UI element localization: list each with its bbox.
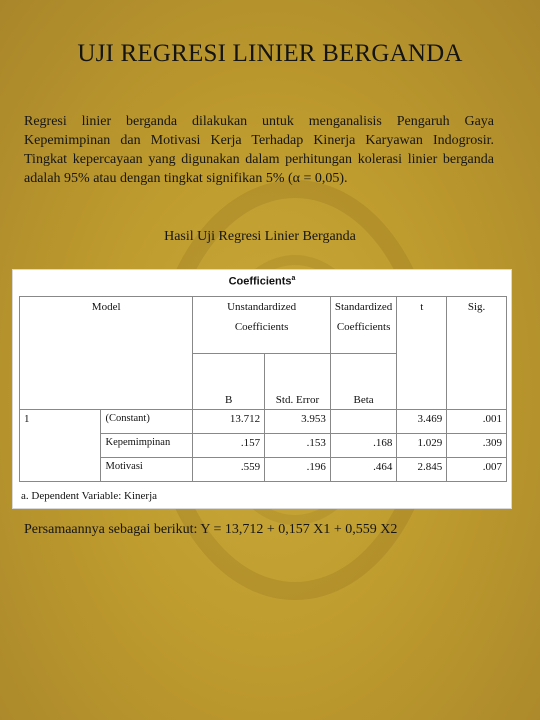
cell-std-error: 3.953: [265, 410, 331, 434]
header-b: B: [193, 354, 265, 410]
cell-t: 1.029: [397, 434, 447, 458]
cell-beta: .464: [330, 458, 396, 482]
intro-paragraph: Regresi linier berganda dilakukan untuk menganalisis Pengaruh Gaya Kepemimpinan dan Motivasi Kerja Terhadap Kinerja Karyawan Indogrosir. Tingkat kepercayaan yang digunakan dalam perhitungan kolerasi linier berganda adalah 95% atau dengan tingkat signifikan 5% (α = 0,05).: [24, 114, 494, 186]
regression-equation: Persamaannya sebagai berikut: Y = 13,712 + 0,157 X1 + 0,559 X2: [24, 522, 398, 537]
cell-t: 3.469: [397, 410, 447, 434]
header-sig: Sig.: [447, 297, 507, 410]
cell-b: .157: [193, 434, 265, 458]
cell-beta: .168: [330, 434, 396, 458]
page-title: UJI REGRESI LINIER BERGANDA: [77, 40, 463, 67]
cell-beta: [330, 410, 396, 434]
coefficients-table: [19, 296, 507, 482]
cell-std-error: .153: [265, 434, 331, 458]
row-label: Motivasi: [101, 458, 193, 482]
cell-sig: .007: [447, 458, 507, 482]
header-model: Model: [20, 297, 193, 410]
cell-sig: .309: [447, 434, 507, 458]
table-footnote: a. Dependent Variable: Kinerja: [21, 490, 158, 502]
header-beta: Beta: [330, 354, 396, 410]
table-title: Coefficients$^a$: [228, 275, 296, 288]
model-number: 1: [20, 410, 101, 482]
cell-b: 13.712: [193, 410, 265, 434]
header-standardized: Standardized Coefficients: [330, 297, 396, 354]
cell-t: 2.845: [397, 458, 447, 482]
coefficients-table-image: [12, 269, 512, 509]
cell-sig: .001: [447, 410, 507, 434]
cell-b: .559: [193, 458, 265, 482]
row-label: Kepemimpinan: [101, 434, 193, 458]
row-label: (Constant): [101, 410, 193, 434]
table-caption: Hasil Uji Regresi Linier Berganda: [164, 229, 356, 244]
header-std-error: Std. Error: [265, 354, 331, 410]
header-t: t: [397, 297, 447, 410]
header-unstandardized: Unstandardized Coefficients: [193, 297, 331, 354]
cell-std-error: .196: [265, 458, 331, 482]
